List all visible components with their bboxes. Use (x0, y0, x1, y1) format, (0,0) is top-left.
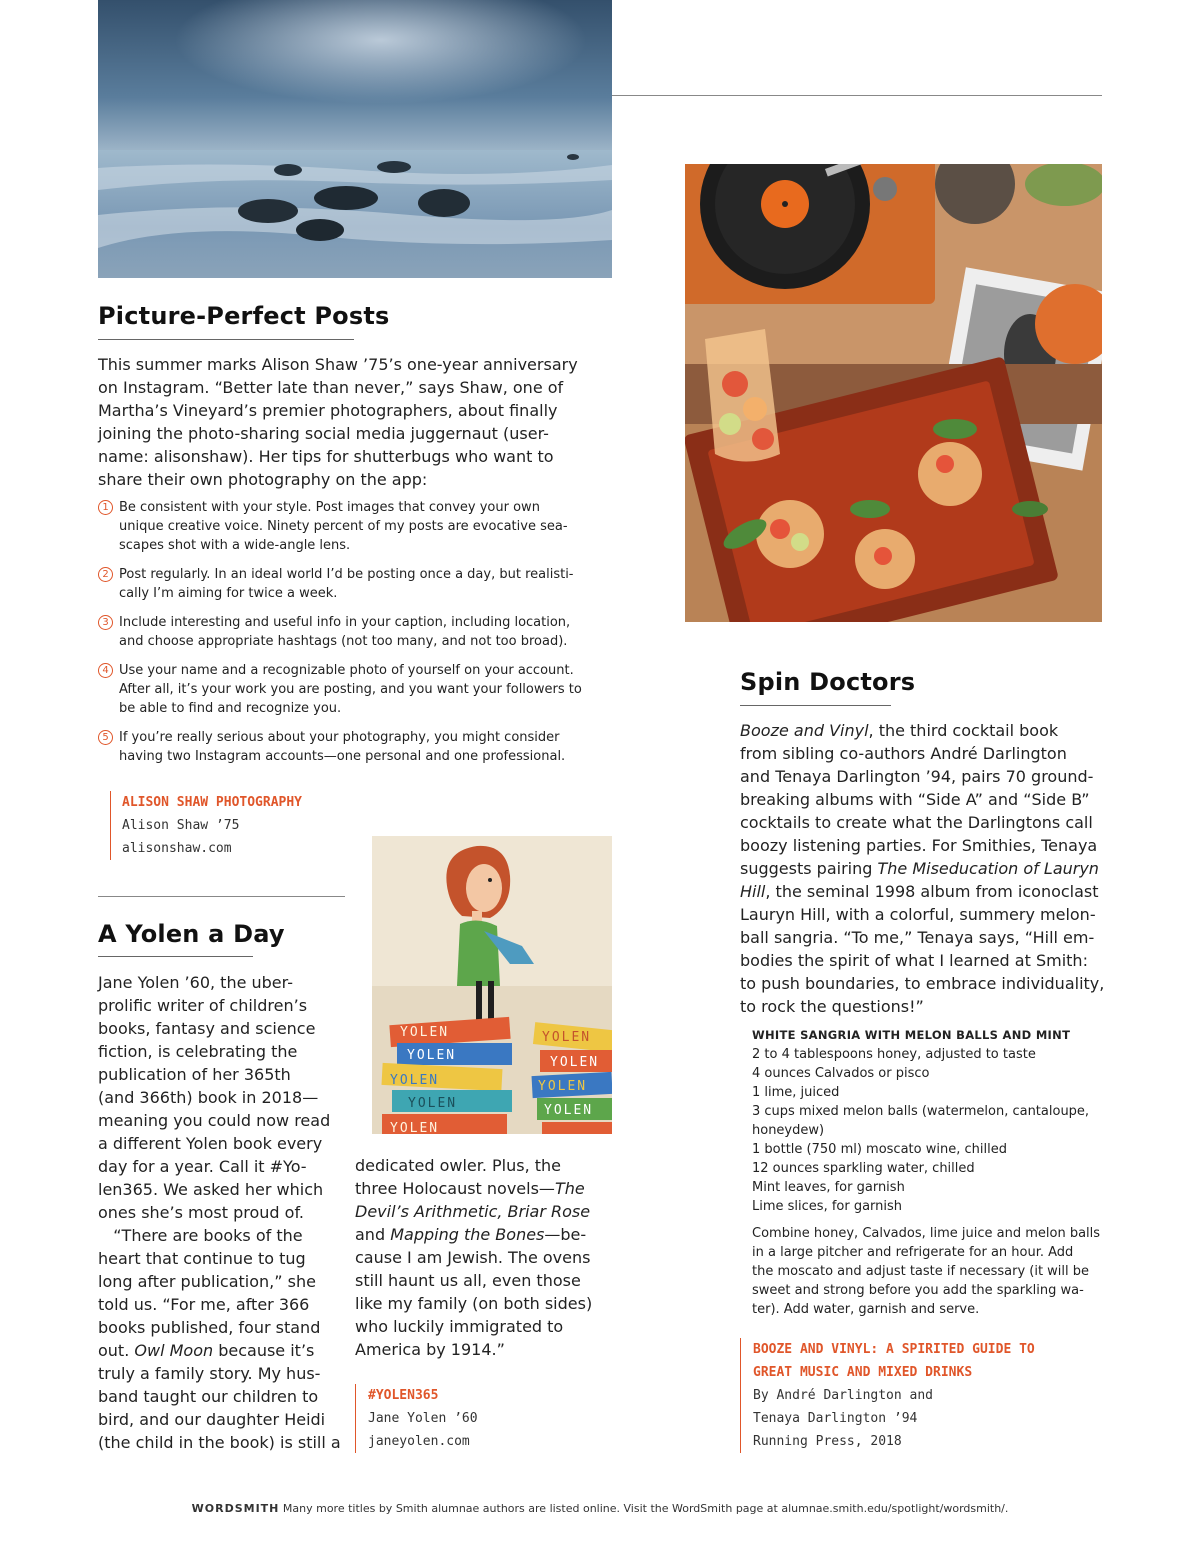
title-underline (98, 956, 253, 957)
method-line: the moscato and adjust taste if necessary (it will be (752, 1264, 1090, 1279)
text-line: day for a year. Call it #Yo- (98, 1157, 307, 1176)
credit-heading: GREAT MUSIC AND MIXED DRINKS (753, 1365, 973, 1380)
text-line: still haunt us all, even those (355, 1271, 581, 1290)
tip-text: having two Instagram accounts—one personal and one professional. (119, 749, 566, 764)
text-line: heart that continue to tug (98, 1249, 306, 1268)
text-line: told us. “For me, after 366 (98, 1295, 310, 1314)
tip-item (98, 498, 568, 555)
recipe-title: WHITE SANGRIA WITH MELON BALLS AND MINT (752, 1028, 1071, 1042)
picture-perfect-intro (98, 353, 578, 491)
tip-item (98, 565, 574, 603)
text-fragment: and (355, 1225, 386, 1244)
text-line: fiction, is celebrating the (98, 1042, 298, 1061)
text-line: cause I am Jewish. The ovens (355, 1248, 591, 1267)
tip-text: Use your name and a recognizable photo of yourself on your account. (119, 663, 574, 678)
book-spine-label: YOLEN (538, 1079, 588, 1094)
book-spine-label: YOLEN (544, 1103, 594, 1118)
spin-doctors-body (740, 719, 1104, 1018)
tip-text: be able to find and recognize you. (119, 701, 342, 716)
ingredient: 1 bottle (750 ml) moscato wine, chilled (752, 1142, 1007, 1157)
text-line: long after publication,” she (98, 1272, 316, 1291)
credit-author: By André Darlington and (753, 1388, 934, 1403)
method-line: in a large pitcher and refrigerate for an hour. Add (752, 1245, 1074, 1260)
text-line: len365. We asked her which (98, 1180, 324, 1199)
top-divider (612, 95, 1102, 96)
book-title: Booze and Vinyl (740, 721, 869, 740)
tip-number-badge: 2 (98, 567, 113, 582)
title-underline (740, 705, 891, 706)
ingredient: 2 to 4 tablespoons honey, adjusted to taste (752, 1047, 1036, 1062)
tip-text: unique creative voice. Ninety percent of my posts are evocative sea- (119, 519, 568, 534)
sangria-vinyl-photo (685, 164, 1102, 622)
text-line (740, 880, 1104, 903)
text-line: a different Yolen book every (98, 1134, 323, 1153)
text-line: who luckily immigrated to (355, 1317, 564, 1336)
tip-number-badge: 5 (98, 730, 113, 745)
tip-number-badge: 1 (98, 500, 113, 515)
text-fragment: out. (98, 1341, 130, 1360)
tip-item (98, 661, 582, 718)
ingredient: 3 cups mixed melon balls (watermelon, cantaloupe, (752, 1104, 1090, 1119)
text-line: books published, four stand (98, 1318, 321, 1337)
book-title: Devil’s Arithmetic, Briar Rose (355, 1202, 591, 1221)
book-spine-label: YOLEN (407, 1048, 457, 1063)
yolen-books-illustration (372, 836, 612, 1134)
tip-text: scapes shot with a wide-angle lens. (119, 538, 351, 553)
album-title: The Miseducation of Lauryn (877, 859, 1099, 878)
credit-alison-shaw (110, 791, 302, 860)
text-line: This summer marks Alison Shaw ’75’s one-year anniversary (98, 355, 578, 374)
credit-publisher: Running Press, 2018 (753, 1434, 902, 1449)
text-line: cocktails to create what the Darlingtons call (740, 813, 1093, 832)
text-line: from sibling co-authors André Darlington (740, 744, 1067, 763)
tip-text: Be consistent with your style. Post images that convey your own (119, 500, 540, 515)
method-line: Combine honey, Calvados, lime juice and melon balls (752, 1226, 1101, 1241)
text-line: “There are books of the (98, 1226, 303, 1245)
credit-heading: #YOLEN365 (368, 1388, 439, 1403)
text-line (740, 857, 1104, 880)
credit-heading: ALISON SHAW PHOTOGRAPHY (122, 795, 303, 810)
text-fragment: because it’s (218, 1341, 315, 1360)
tip-number-badge: 4 (98, 663, 113, 678)
text-line: to push boundaries, to embrace individuality, (740, 974, 1105, 993)
text-line: like my family (on both sides) (355, 1294, 593, 1313)
book-spine-label: YOLEN (542, 1030, 592, 1045)
credit-author: Alison Shaw ’75 (122, 818, 240, 833)
ingredient: Lime slices, for garnish (752, 1199, 903, 1214)
text-line (98, 1339, 341, 1362)
text-line: bird, and our daughter Heidi (98, 1410, 326, 1429)
ingredient: 12 ounces sparkling water, chilled (752, 1161, 975, 1176)
text-line: (and 366th) book in 2018— (98, 1088, 319, 1107)
recipe-method (752, 1224, 1100, 1319)
text-line: joining the photo-sharing social media juggernaut (user- (98, 424, 549, 443)
credit-link[interactable]: alisonshaw.com (122, 841, 232, 856)
credit-yolen (355, 1384, 478, 1453)
yolen-column-2 (355, 1154, 592, 1361)
text-line: Jane Yolen ’60, the uber- (98, 973, 293, 992)
book-title: Owl Moon (134, 1341, 214, 1360)
tip-text: If you’re really serious about your photography, you might consider (119, 730, 560, 745)
tip-item (98, 613, 570, 651)
text-fragment: , the third cocktail book (868, 721, 1059, 740)
page-footer (0, 1502, 1200, 1515)
text-line: ball sangria. “To me,” Tenaya says, “Hill em- (740, 928, 1095, 947)
tip-text: and choose appropriate hashtags (not too many, and not too broad). (119, 634, 568, 649)
text-line: to rock the questions!” (740, 997, 924, 1016)
credit-author: Jane Yolen ’60 (368, 1411, 478, 1426)
text-line: publication of her 365th (98, 1065, 291, 1084)
yolen-column-1 (98, 971, 341, 1454)
text-line: truly a family story. My hus- (98, 1364, 321, 1383)
text-line (355, 1177, 592, 1200)
text-line: meaning you could now read (98, 1111, 331, 1130)
tip-item (98, 728, 565, 766)
book-spine-label: YOLEN (550, 1055, 600, 1070)
credit-heading: BOOZE AND VINYL: A SPIRITED GUIDE TO (753, 1342, 1035, 1357)
credit-link[interactable]: janeyolen.com (368, 1434, 470, 1449)
section-title-yolen: A Yolen a Day (98, 920, 285, 948)
text-line: name: alisonshaw). Her tips for shutterbugs who want to (98, 447, 554, 466)
text-line: boozy listening parties. For Smithies, Tenaya (740, 836, 1098, 855)
footer-text: Many more titles by Smith alumnae authors are listed online. Visit the WordSmith page at alumnae.smith.edu/spotlight/wordsmith/. (282, 1502, 1009, 1515)
text-line: breaking albums with “Side A” and “Side B” (740, 790, 1090, 809)
album-title: Hill (740, 882, 766, 901)
ingredient: honeydew) (752, 1123, 825, 1138)
text-line: books, fantasy and science (98, 1019, 316, 1038)
book-title: Mapping the Bones (390, 1225, 545, 1244)
seascape-photo (98, 0, 612, 278)
text-line: band taught our children to (98, 1387, 319, 1406)
text-fragment: , the seminal 1998 album from iconoclast (765, 882, 1099, 901)
text-line: bodies the spirit of what I learned at Smith: (740, 951, 1088, 970)
text-fragment: suggests pairing (740, 859, 873, 878)
text-line (355, 1223, 592, 1246)
tip-number-badge: 3 (98, 615, 113, 630)
tip-text: After all, it’s your work you are posting, and you want your followers to (119, 682, 582, 697)
ingredient: 4 ounces Calvados or pisco (752, 1066, 930, 1081)
text-line: America by 1914.” (355, 1340, 505, 1359)
text-line: dedicated owler. Plus, the (355, 1156, 562, 1175)
recipe-ingredients (752, 1026, 1089, 1216)
method-line: ter). Add water, garnish and serve. (752, 1302, 980, 1317)
text-line: Martha’s Vineyard’s premier photographers, about finally (98, 401, 558, 420)
book-title: The (554, 1179, 585, 1198)
text-line: prolific writer of children’s (98, 996, 308, 1015)
credit-booze-vinyl (740, 1338, 1035, 1453)
tip-text: cally I’m aiming for twice a week. (119, 586, 338, 601)
text-line: (the child in the book) is still a (98, 1433, 341, 1452)
text-line (740, 719, 1104, 742)
text-line: on Instagram. “Better late than never,” says Shaw, one of (98, 378, 564, 397)
book-spine-label: YOLEN (400, 1025, 450, 1040)
title-underline (98, 339, 354, 340)
tip-text: Include interesting and useful info in your caption, including location, (119, 615, 571, 630)
section-divider (98, 896, 345, 897)
text-fragment: —be- (544, 1225, 587, 1244)
text-fragment: three Holocaust novels— (355, 1179, 555, 1198)
text-line: ones she’s most proud of. (98, 1203, 304, 1222)
text-line: Lauryn Hill, with a colorful, summery melon- (740, 905, 1096, 924)
credit-author: Tenaya Darlington ’94 (753, 1411, 918, 1426)
footer-label: WORDSMITH (191, 1502, 280, 1515)
text-line: share their own photography on the app: (98, 470, 428, 489)
section-title-spin-doctors: Spin Doctors (740, 668, 916, 696)
text-line: and Tenaya Darlington ’94, pairs 70 ground- (740, 767, 1094, 786)
book-spine-label: YOLEN (390, 1073, 440, 1088)
text-line (355, 1200, 592, 1223)
ingredient: 1 lime, juiced (752, 1085, 840, 1100)
book-spine-label: YOLEN (390, 1121, 440, 1134)
section-title-picture-perfect: Picture-Perfect Posts (98, 302, 390, 330)
method-line: sweet and strong before you add the sparkling wa- (752, 1283, 1084, 1298)
tip-text: Post regularly. In an ideal world I’d be posting once a day, but realisti- (119, 567, 574, 582)
book-spine-label: YOLEN (408, 1096, 458, 1111)
ingredient: Mint leaves, for garnish (752, 1180, 905, 1195)
